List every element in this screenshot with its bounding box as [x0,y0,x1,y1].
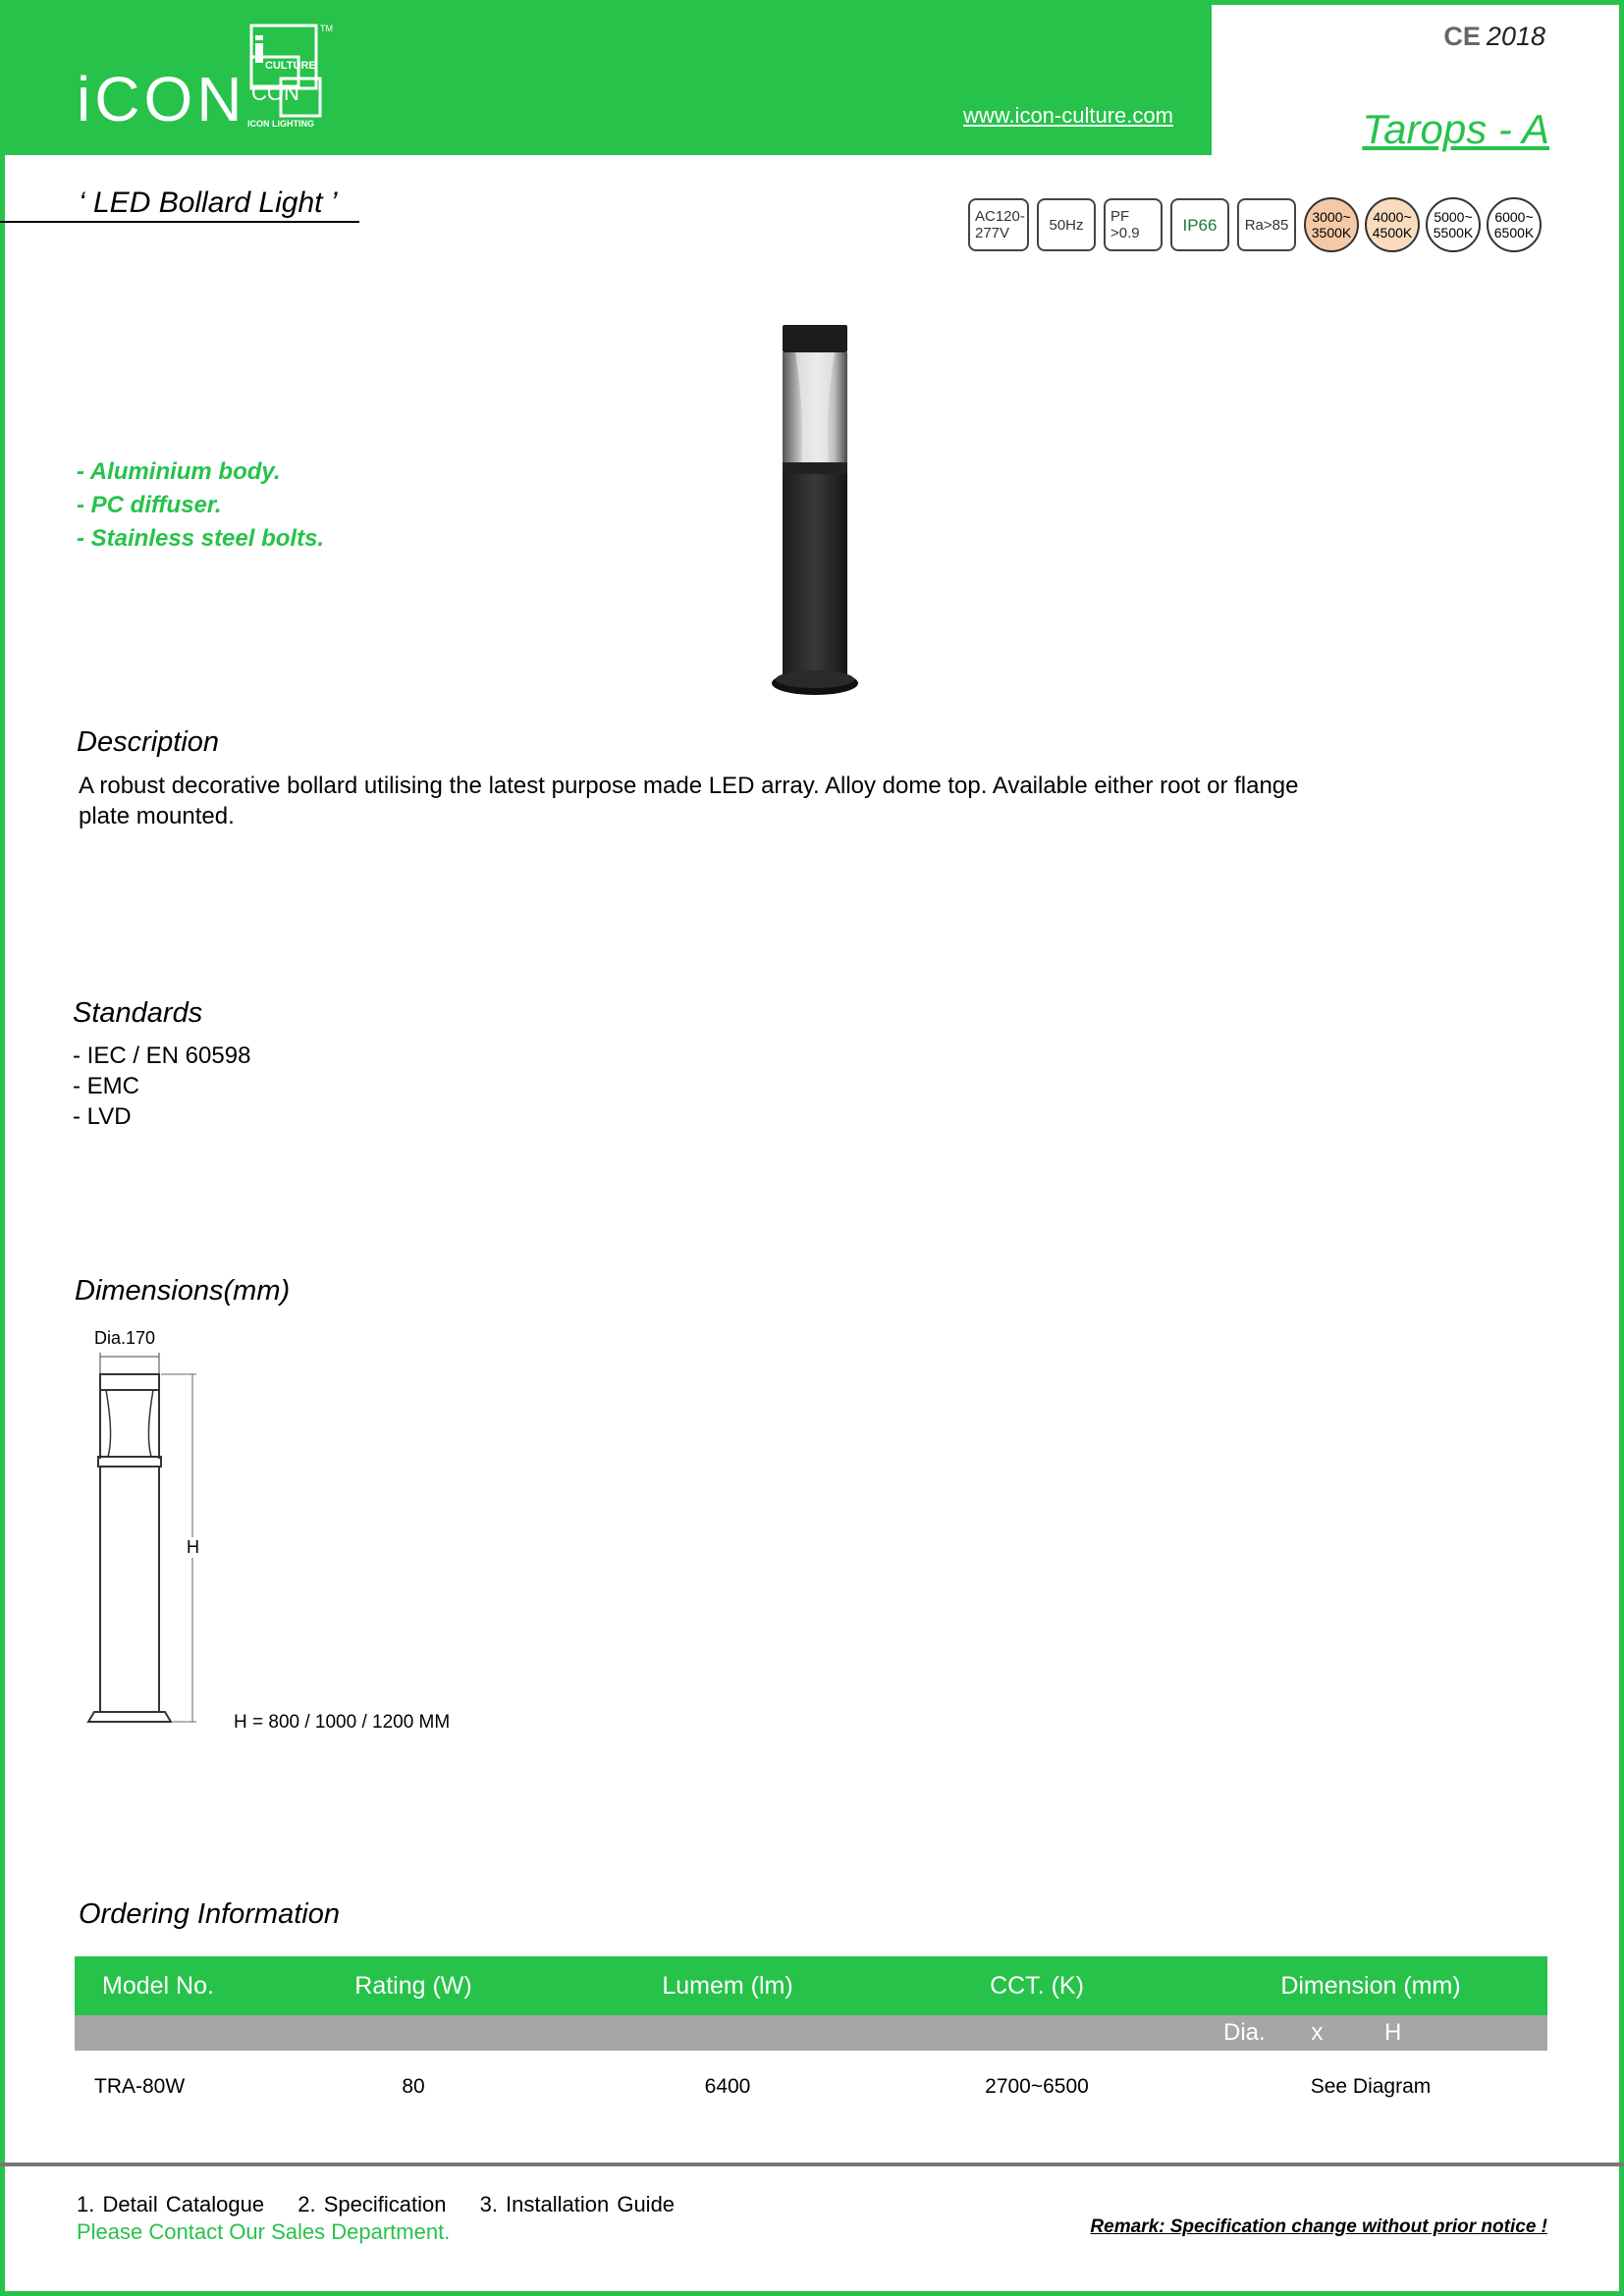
standards-list [73,1041,250,1132]
dimensions-title: Dimensions(mm) [75,1275,291,1307]
spec-badge-ip-rating: IP66 [1170,198,1229,251]
cell-model: TRA-80W [94,2075,186,2098]
table-header-row [75,1956,1547,2015]
description-text: A robust decorative bollard utilising the latest purpose made LED array. Alloy dome top. Available either root or flange plate mounted. [79,773,1299,829]
description-title: Description [77,726,220,758]
product-image [766,320,864,703]
col-header-lumen: Lumem (lm) [575,1956,880,2015]
dimension-subheader [1194,2015,1547,2051]
feature-item: - Stainless steel bolts. [77,525,325,552]
standard-item: - IEC / EN 60598 [73,1042,251,1069]
spec-badge-voltage: AC120-277V [968,198,1029,251]
logo-mark-culture: CULTURE [265,60,316,72]
cct-badge [1426,197,1481,252]
cell-lumen: 6400 [704,2075,751,2098]
header-band [0,0,1212,155]
cct-badge-line2: 5500K [1433,225,1474,240]
standard-item: - LVD [73,1103,132,1130]
table-row [75,2051,1547,2123]
cell-dimension: See Diagram [1310,2075,1432,2098]
col-header-dimension: Dimension (mm) [1194,1956,1547,2015]
product-type-underline [0,221,359,223]
model-name: Tarops - A [1362,106,1549,152]
cell-rating: 80 [402,2075,425,2098]
sub-x: x [1311,2019,1324,2046]
footer-remark: Remark: Specification change without prior notice ! [1090,2216,1547,2237]
dim-dia-label: Dia.170 [94,1328,156,1348]
footer-link-catalogue[interactable]: 1. Detail Catalogue [77,2192,265,2216]
standard-item: - EMC [73,1073,139,1099]
dim-height-note: H = 800 / 1000 / 1200 MM [234,1712,451,1733]
logo-mark-caption: ICON LIGHTING [247,119,314,129]
standards-title: Standards [73,997,203,1029]
footer-link-specification[interactable]: 2. Specification [298,2192,447,2216]
feature-item: - PC diffuser. [77,492,222,518]
col-header-rating: Rating (W) [251,1956,575,2015]
dimension-drawing [79,1327,216,1739]
cct-badge-line1: 3000~ [1312,209,1351,225]
footer-links [77,2192,700,2217]
cct-badge-line1: 4000~ [1373,209,1412,225]
logo-mark-con: CON [251,80,299,105]
logo-mark-tm: TM [320,24,333,33]
cct-badge-line2: 4500K [1372,225,1413,240]
year: 2018 [1486,22,1545,51]
product-type: ‘ LED Bollard Light ’ [79,187,338,219]
table-subheader-row [75,2015,1547,2051]
cell-cct: 2700~6500 [985,2075,1089,2098]
spec-badge-power-factor: PF >0.9 [1104,198,1163,251]
cct-badge-line1: 5000~ [1434,209,1473,225]
brand-logo-mark [247,22,342,130]
sub-h: H [1384,2019,1402,2046]
cct-badge-line1: 6000~ [1494,209,1534,225]
spec-badge-frequency: 50Hz [1037,198,1096,251]
feature-item: - Aluminium body. [77,458,281,485]
cct-badge-line2: 3500K [1311,225,1352,240]
cct-badge [1365,197,1420,252]
spec-badge-cri: Ra>85 [1237,198,1296,251]
ce-year [1443,22,1545,52]
spec-badges [968,198,1296,253]
ce-mark-icon: CE [1443,22,1481,51]
ordering-title: Ordering Information [79,1898,340,1930]
brand-logo-text: iCON [77,64,246,134]
footer-link-installation[interactable]: 3. Installation Guide [479,2192,676,2216]
dim-h-label: H [187,1537,199,1557]
footer-divider [0,2163,1624,2166]
cct-badge-line2: 6500K [1493,225,1535,240]
col-header-cct: CCT. (K) [880,1956,1194,2015]
cct-badge [1304,197,1359,252]
col-header-model: Model No. [75,1956,251,2015]
sub-dia: Dia. [1223,2019,1266,2046]
footer-contact: Please Contact Our Sales Department. [77,2219,451,2244]
cct-badges [1304,197,1542,252]
cct-badge [1487,197,1542,252]
feature-list [77,455,324,556]
ordering-table [75,1956,1547,2123]
website-link[interactable]: www.icon-culture.com [963,103,1173,128]
